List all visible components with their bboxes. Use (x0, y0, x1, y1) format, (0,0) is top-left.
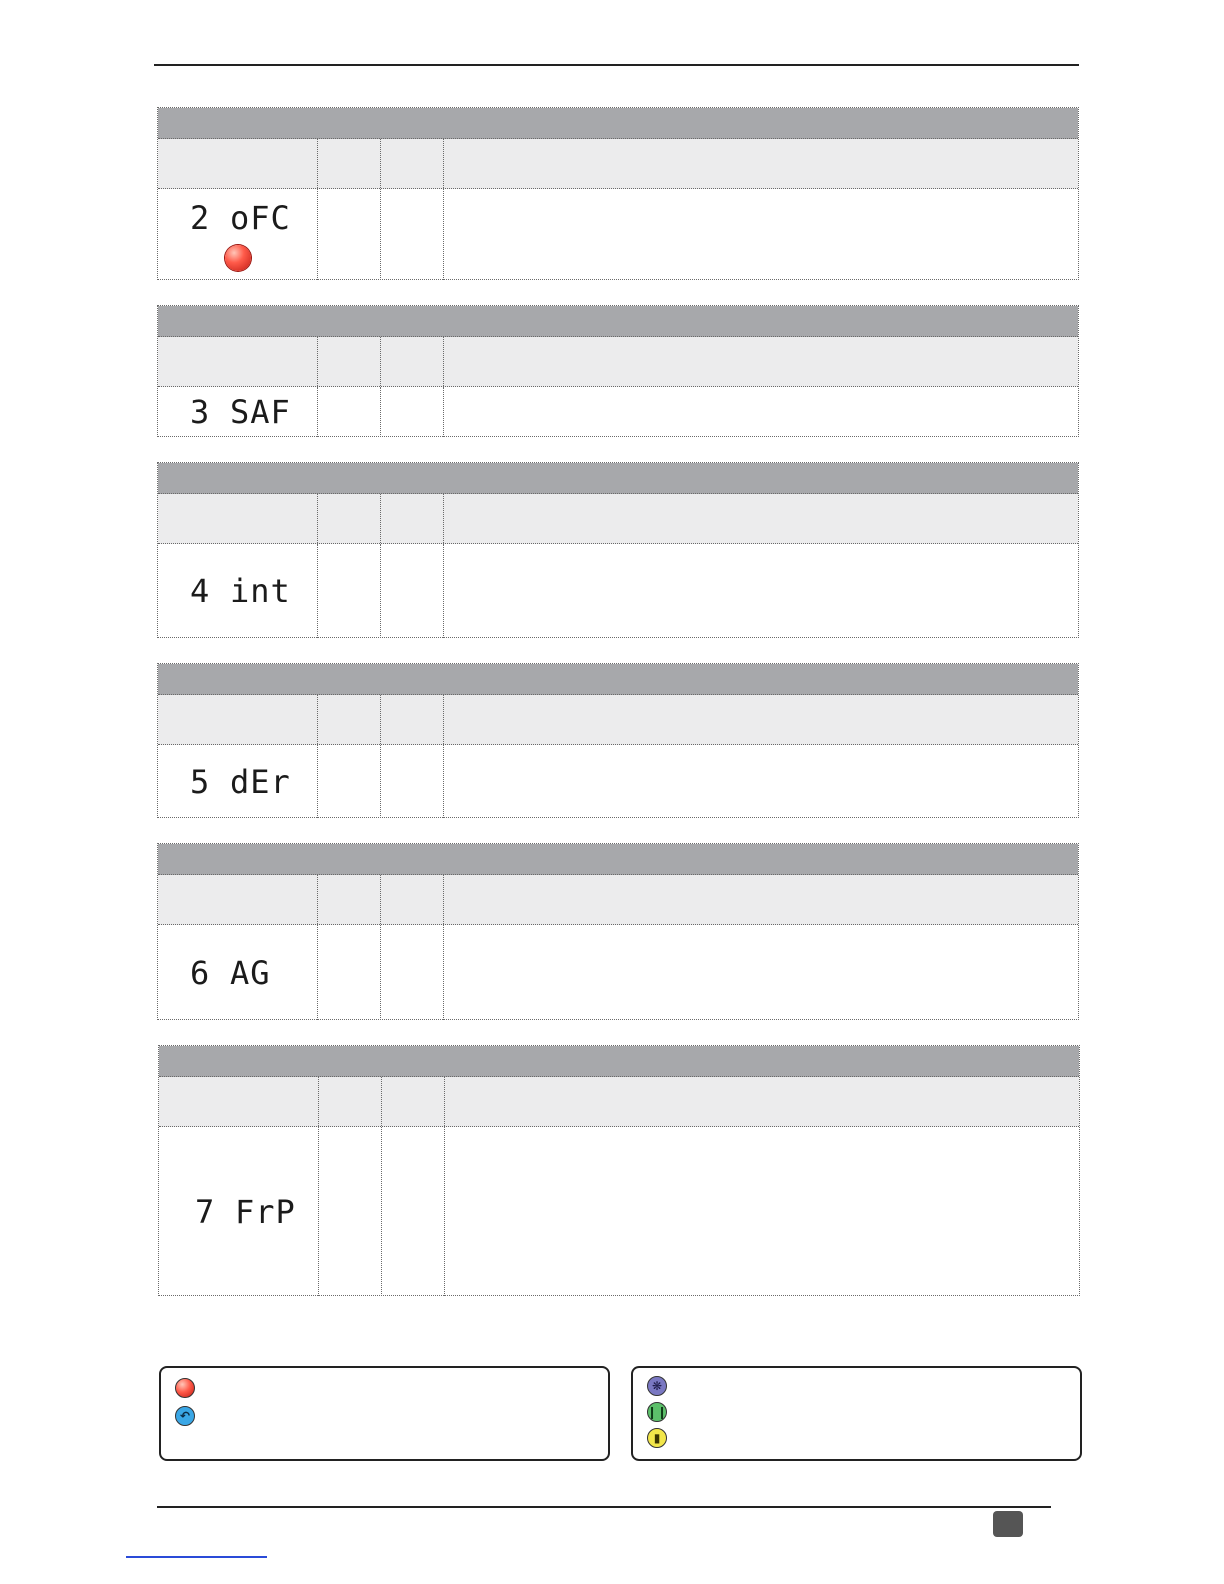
column-header-3 (381, 494, 444, 543)
header-rule (154, 64, 1079, 66)
table-row (159, 1127, 1079, 1296)
column-header-description (444, 494, 1078, 543)
display-cell (158, 387, 318, 437)
display-cell (158, 544, 318, 638)
column-header-2 (318, 494, 381, 543)
green-pause-icon: ❙❙ (647, 1402, 667, 1422)
footer-rule (157, 1506, 1051, 1508)
description-cell (444, 925, 1078, 1020)
parameter-table-4 (157, 462, 1079, 638)
table-column-header-row (158, 875, 1078, 925)
column-header-2 (319, 1077, 382, 1126)
description-cell (444, 544, 1078, 638)
column-header-display (158, 337, 318, 386)
blue-return-icon: ↶ (175, 1406, 195, 1426)
value-cell (318, 925, 381, 1020)
table-column-header-row (158, 494, 1078, 544)
table-column-header-row (158, 695, 1078, 745)
display-code (190, 199, 291, 237)
value-cell (381, 544, 444, 638)
table-row (158, 189, 1078, 280)
table-title-bar (158, 664, 1078, 695)
table-row (158, 745, 1078, 818)
parameter-table-7 (158, 1045, 1080, 1296)
parameter-code: dEr (230, 762, 291, 801)
display-code (195, 1193, 296, 1231)
table-column-header-row (158, 337, 1078, 387)
table-title-bar (158, 844, 1078, 875)
value-cell (319, 1127, 382, 1296)
table-row (158, 925, 1078, 1020)
legend-box-left (159, 1366, 610, 1461)
table-row (158, 387, 1078, 437)
column-header-2 (318, 875, 381, 924)
column-header-3 (381, 695, 444, 744)
yellow-battery-icon: ▮ (647, 1428, 667, 1448)
description-cell (445, 1127, 1079, 1296)
red-alarm-icon (175, 1378, 195, 1398)
value-cell (382, 1127, 445, 1296)
red-alarm-icon (225, 245, 251, 271)
column-header-display (158, 494, 318, 543)
display-cell (158, 745, 318, 818)
parameter-number: 4 (190, 572, 211, 610)
description-cell (444, 387, 1078, 437)
description-cell (444, 745, 1078, 818)
table-title-bar (159, 1046, 1079, 1077)
column-header-display (159, 1077, 319, 1126)
parameter-code: SAF (230, 393, 291, 431)
description-cell (444, 189, 1078, 280)
legend-box-right (631, 1366, 1082, 1461)
parameter-code: oFC (230, 199, 291, 237)
table-row (158, 544, 1078, 638)
display-code (190, 572, 291, 610)
display-cell (158, 925, 318, 1020)
footer-link-underline[interactable] (126, 1556, 267, 1558)
table-column-header-row (159, 1077, 1079, 1127)
column-header-description (444, 695, 1078, 744)
table-column-header-row (158, 139, 1078, 189)
column-header-2 (318, 139, 381, 188)
value-cell (381, 745, 444, 818)
value-cell (381, 387, 444, 437)
parameter-table-6 (157, 843, 1079, 1020)
display-code (190, 954, 271, 992)
value-cell (318, 189, 381, 280)
parameter-code: AG (230, 953, 271, 992)
display-code (190, 763, 291, 801)
parameter-number: 7 (195, 1192, 216, 1231)
column-header-2 (318, 695, 381, 744)
parameter-code: int (230, 572, 291, 610)
value-cell (318, 387, 381, 437)
column-header-3 (382, 1077, 445, 1126)
value-cell (381, 189, 444, 280)
table-title-bar (158, 463, 1078, 494)
parameter-table-3 (157, 305, 1079, 437)
column-header-3 (381, 337, 444, 386)
display-code (190, 393, 291, 431)
parameter-number: 3 (190, 393, 211, 431)
display-cell (158, 189, 318, 280)
column-header-display (158, 875, 318, 924)
column-header-display (158, 695, 318, 744)
value-cell (381, 925, 444, 1020)
purple-fan-icon: ❋ (647, 1376, 667, 1396)
page-number-badge (993, 1511, 1023, 1537)
display-cell (159, 1127, 319, 1296)
parameter-number: 6 (190, 953, 211, 992)
column-header-description (444, 337, 1078, 386)
table-title-bar (158, 306, 1078, 337)
column-header-2 (318, 337, 381, 386)
parameter-number: 2 (190, 199, 211, 237)
column-header-3 (381, 875, 444, 924)
column-header-description (444, 139, 1078, 188)
parameter-code: FrP (235, 1192, 296, 1231)
column-header-display (158, 139, 318, 188)
parameter-table-2 (157, 107, 1079, 280)
parameter-table-5 (157, 663, 1079, 818)
parameter-number: 5 (190, 762, 211, 801)
table-title-bar (158, 108, 1078, 139)
value-cell (318, 544, 381, 638)
value-cell (318, 745, 381, 818)
column-header-3 (381, 139, 444, 188)
column-header-description (445, 1077, 1079, 1126)
column-header-description (444, 875, 1078, 924)
